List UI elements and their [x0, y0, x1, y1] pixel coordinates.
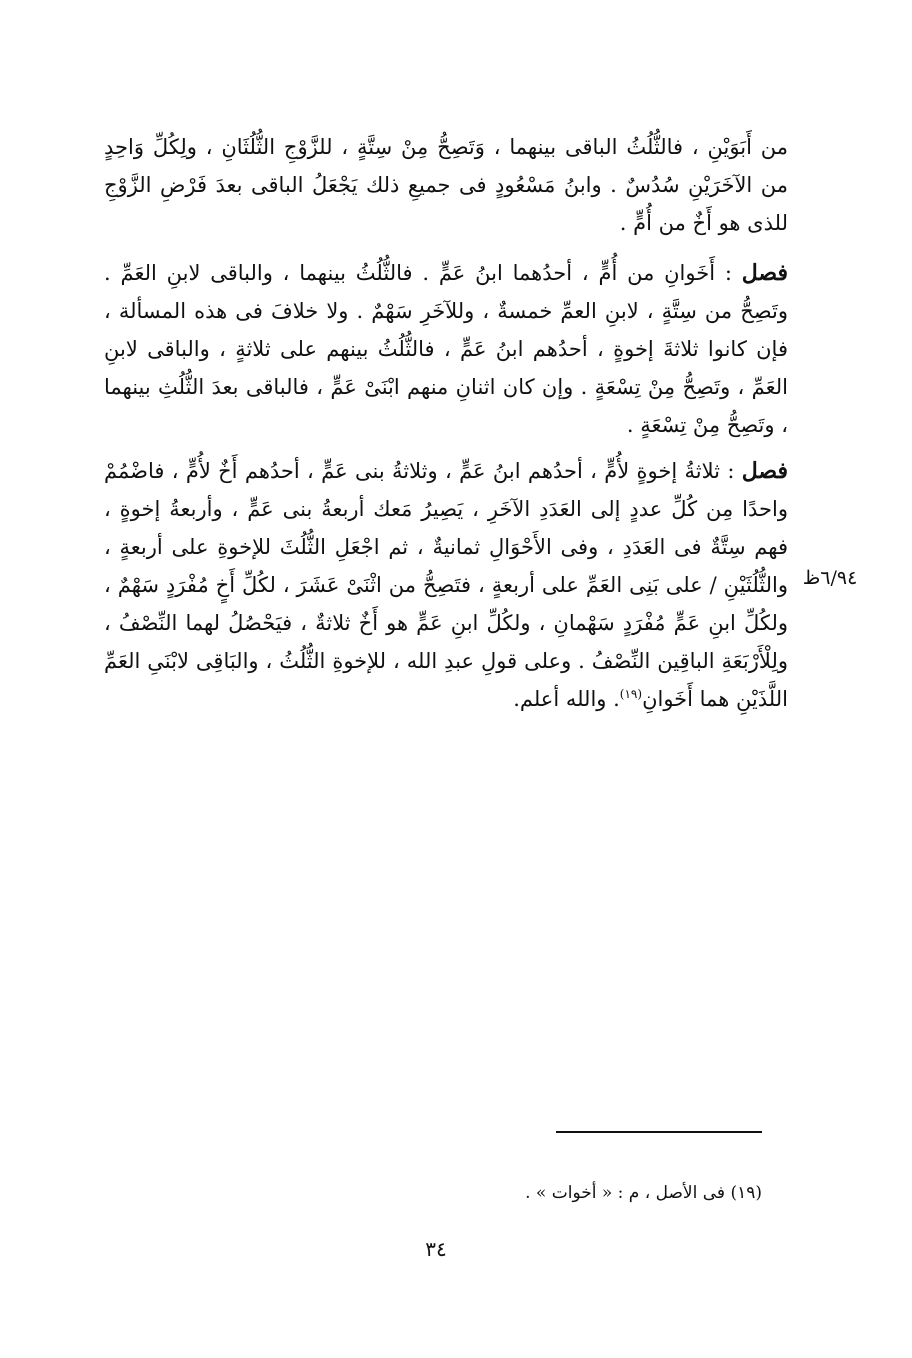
- paragraph-3-text: : ثلاثةُ إخوةٍ لأُمٍّ ، أحدُهم ابنُ عَمٍّ ، وثلاثةُ بنى عَمٍّ ، أحدُهم أَخٌ لأُمٍّ ، فاضْمُمْ واحدًا مِن كُلِّ عددٍ إلى العَدَدِ الآخَرِ ، يَصِيرُ مَعك أربعةُ بنى عَمٍّ ، وأربعةُ إخوةٍ ، فهم سِتَّةٌ فى العَدَدِ ، وفى الأَحْوَالِ ثمانيةٌ ، ثم اجْعَلِ الثُّلُثَ للإخوةِ على أربعةٍ ، والثُّلُثَيْنِ / على بَنِى العَمِّ على أربعةٍ ، فتَصِحُّ من اثْنَىْ عَشَرَ ، لكُلِّ أَخٍ مُفْرَدٍ سَهْمٌ ، ولكُلِّ ابنِ عَمٍّ مُفْرَدٍ سَهْمانِ ، ولكُلِّ ابنِ عَمٍّ هو أَخٌ ثلاثةٌ ، فيَحْصُلُ لهما النِّصْفُ ، ولِلْأَرْبَعَةِ الباقِين النِّصْفُ . وعلى قولِ عبدِ الله ، للإخوةِ الثُّلُثُ ، والبَاقِى لابْنَىِ العَمِّ اللَّذَيْنِ هما أَخَوانِ: [104, 459, 789, 711]
- page-number: ٣٤: [425, 1237, 447, 1261]
- footnote-divider: [556, 1131, 762, 1133]
- section-heading: فصل: [741, 458, 788, 484]
- section-heading: فصل: [741, 260, 788, 286]
- paragraph-3-ending: . والله أعلم.: [513, 687, 620, 711]
- paragraph-1-text: من أَبَوَيْنِ ، فالثُّلُثُ الباقى بينهما ، وَتَصِحُّ مِنْ سِتَّةٍ ، للزَّوْجِ الثُّلُثَانِ ، ولِكُلِّ وَاحِدٍ من الآخَرَيْنِ سُدُسٌ . وابنُ مَسْعُودٍ فى جميعِ ذلك يَجْعَلُ الباقى بعدَ فَرْضِ الزَّوْجِ للذى هو أَخٌ من أُمٍّ .: [104, 135, 788, 235]
- paragraph-3: [104, 452, 788, 718]
- paragraph-2-text: : أَخَوانِ من أُمٍّ ، أحدُهما ابنُ عَمٍّ . فالثُّلُثُ بينهما ، والباقى لابنِ العَمِّ . وتَصِحُّ من سِتَّةٍ ، لابنِ العمِّ خمسةٌ ، وللآخَرِ سَهْمٌ . ولا خلافَ فى هذه المسألة ، فإن كانوا ثلاثةَ إخوةٍ ، أحدُهم ابنُ عَمٍّ ، فالثُّلُثُ بينهم على ثلاثةٍ ، والباقى لابنِ العَمِّ ، وتَصِحُّ مِنْ تِسْعَةٍ . وإن كان اثنانِ منهم ابْنَىْ عَمٍّ ، فالباقى بعدَ الثُّلُثِ بينهما ، وتَصِحُّ مِنْ تِسْعَةٍ .: [104, 261, 788, 437]
- footnote: (١٩) فى الأصل ، م : « أخوات » .: [525, 1183, 762, 1203]
- paragraph-2: [104, 254, 788, 444]
- manuscript-folio-marker: ٦/٩٤ظ: [802, 567, 858, 589]
- paragraph-1: [104, 128, 788, 242]
- footnote-reference[interactable]: (١٩): [619, 687, 643, 701]
- main-text: [104, 128, 788, 726]
